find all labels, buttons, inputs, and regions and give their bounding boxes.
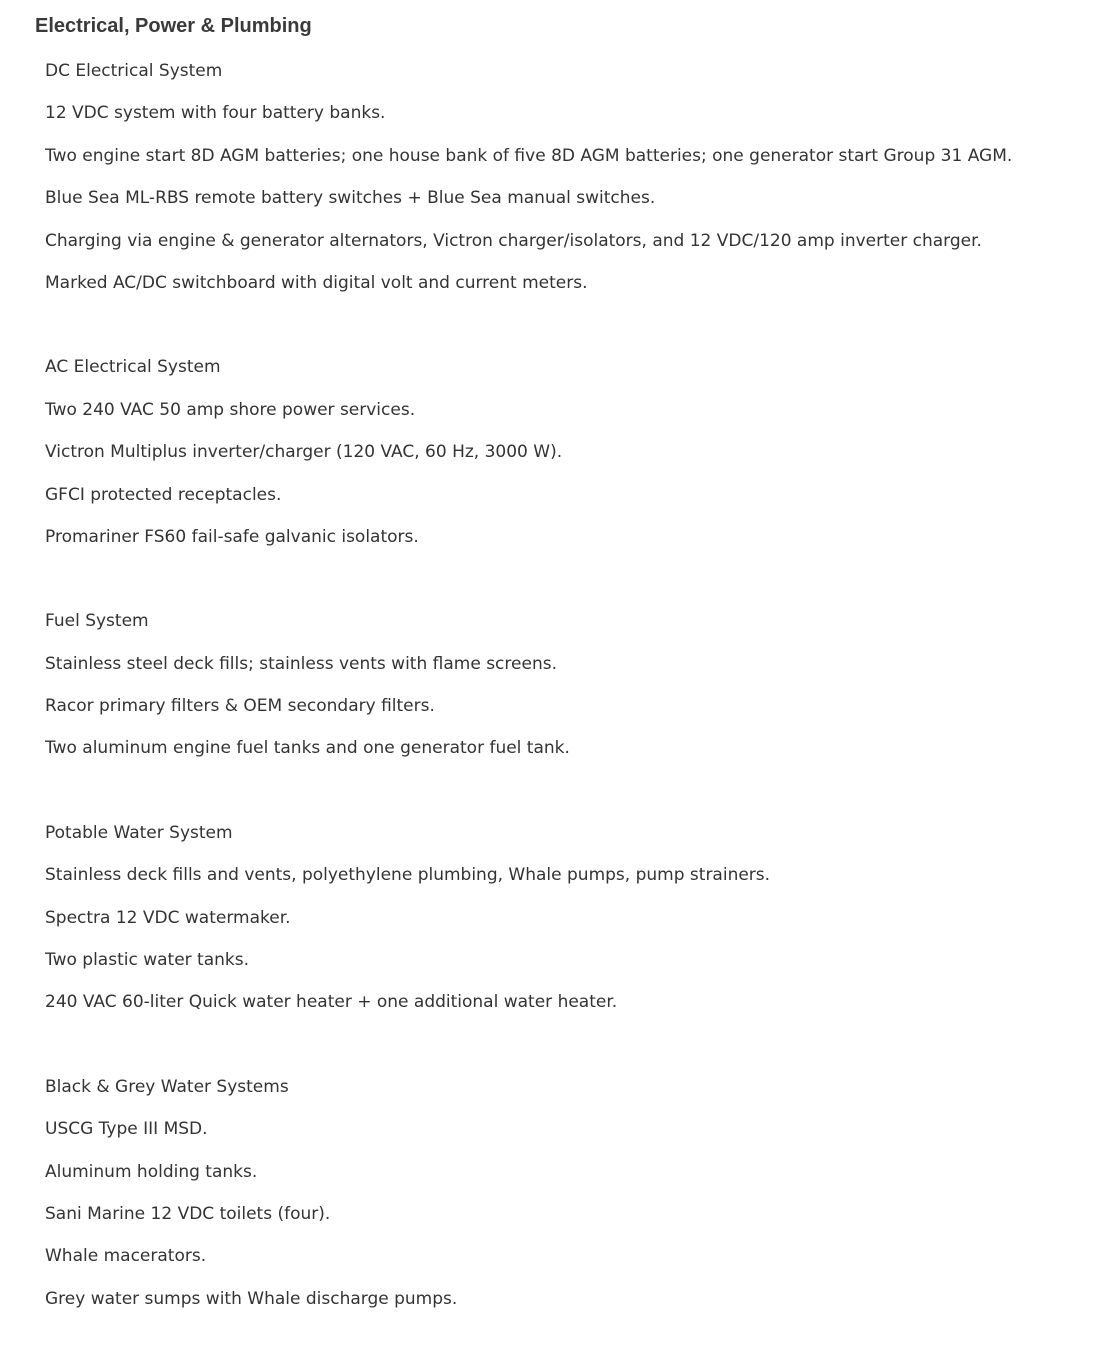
spec-item: Promariner FS60 fail-safe galvanic isolators. <box>45 526 419 547</box>
section-black-grey-water <box>45 1073 1085 1327</box>
page-title: Electrical, Power & Plumbing <box>35 15 312 37</box>
section-heading: DC Electrical System <box>45 61 223 81</box>
section-potable-water <box>45 819 1085 1031</box>
spec-item: 240 VAC 60-liter Quick water heater + one additional water heater. <box>45 992 618 1013</box>
spec-item: 12 VDC system with four battery banks. <box>45 103 386 124</box>
spec-item: GFCI protected receptacles. <box>45 484 282 505</box>
spec-item: Grey water sumps with Whale discharge pumps. <box>45 1288 458 1309</box>
spec-list <box>45 1115 1085 1327</box>
section-heading: Black & Grey Water Systems <box>45 1076 289 1097</box>
spec-item: Racor primary filters & OEM secondary filters. <box>45 696 435 717</box>
section-ac-electrical <box>45 353 1085 565</box>
section-heading: Potable Water System <box>45 822 233 843</box>
spec-item: Two aluminum engine fuel tanks and one generator fuel tank. <box>45 738 570 759</box>
spec-sections <box>45 57 1085 1369</box>
spec-item: Stainless deck fills and vents, polyethylene plumbing, Whale pumps, pump strainers. <box>45 865 771 886</box>
spec-item: Two plastic water tanks. <box>45 950 250 971</box>
spec-item: Charging via engine & generator alternators, Victron charger/isolators, and 12 VDC/120 amp inverter charger. <box>45 230 982 251</box>
spec-list <box>45 650 1085 777</box>
spec-item: Two engine start 8D AGM batteries; one house bank of five 8D AGM batteries; one generator start Group 31 AGM. <box>45 145 1013 166</box>
section-heading: AC Electrical System <box>45 357 221 378</box>
spec-item: Two 240 VAC 50 amp shore power services. <box>45 399 416 420</box>
spec-item: Blue Sea ML-RBS remote battery switches + Blue Sea manual switches. <box>45 188 656 209</box>
section-heading: Fuel System <box>45 611 149 632</box>
spec-list <box>45 861 1085 1031</box>
spec-list <box>45 396 1085 566</box>
spec-item: Whale macerators. <box>45 1246 207 1267</box>
spec-item: Marked AC/DC switchboard with digital volt and current meters. <box>45 272 588 293</box>
spec-item: Aluminum holding tanks. <box>45 1161 258 1182</box>
spec-item: Sani Marine 12 VDC toilets (four). <box>45 1203 331 1224</box>
spec-list <box>45 99 1085 311</box>
spec-item: Spectra 12 VDC watermaker. <box>45 907 291 928</box>
section-fuel <box>45 607 1085 777</box>
section-dc-electrical <box>45 57 1085 311</box>
spec-item: USCG Type III MSD. <box>45 1119 208 1140</box>
spec-item: Victron Multiplus inverter/charger (120 VAC, 60 Hz, 3000 W). <box>45 442 563 463</box>
spec-item: Stainless steel deck fills; stainless vents with flame screens. <box>45 653 557 674</box>
